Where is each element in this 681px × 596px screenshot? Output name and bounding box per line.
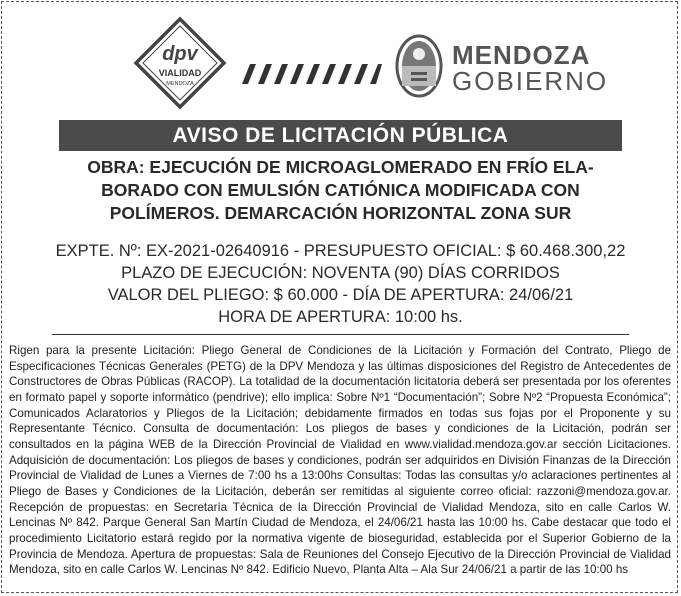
divider xyxy=(52,334,629,335)
plazo-line: PLAZO DE EJECUCIÓN: NOVENTA (90) DÍAS CORRIDOS xyxy=(121,264,560,282)
obra-line: POLÍMEROS. DEMARCACIÓN HORIZONTAL ZONA SUR xyxy=(109,203,572,223)
obra-title xyxy=(0,156,681,225)
gov-line-2: GOBIERNO xyxy=(452,66,609,96)
header xyxy=(0,12,681,112)
hora-apertura-line: HORA DE APERTURA: 10:00 hs. xyxy=(218,308,463,326)
government-logo-text xyxy=(452,42,608,94)
tender-details xyxy=(0,240,681,328)
valor-pliego-line: VALOR DEL PLIEGO: $ 60.000 - DÍA DE APERTURA: 24/06/21 xyxy=(107,286,574,304)
dpv-name: VIALIDAD xyxy=(158,68,202,78)
vialidad-logo xyxy=(133,16,227,110)
dpv-initials: dpv xyxy=(162,43,198,65)
obra-line: OBRA: EJECUCIÓN DE MICROAGLOMERADO EN FRÍO ELA- xyxy=(87,157,594,177)
mendoza-seal-icon xyxy=(394,32,444,98)
conditions-paragraph: Rigen para la presente Licitación: Pliego General de Condiciones de la Licitación y Formación del Contrato, Pliego de Especificaciones Técnicas Generales (PETG) de la DPV Mendoza y las últimas disposiciones del Registro de Antecedentes de Constructores de Obras Públicas (RACOP). La totalidad de la documentación licitatoria deberá ser presentada por los oferentes en formato papel y soporte informático (pendrive); ello implica: Sobre Nº1 “Documentación”; Sobre Nº2 “Propuesta Económica”; Comunicados Aclaratorios y Pliegos de la Licitación; debidamente firmados en todas sus fojas por el Proponente y su Representante Técnico. Consulta de documentación: Los pliegos de bases y condiciones de la Licitación, podrán ser consultados en la página WEB de la Dirección Provincial de Vialidad en www.vialidad.mendoza.gov.ar sección Licitaciones. Adquisición de documentación: Los pliegos de bases y condiciones, podrán ser adquiridos en División Finanzas de la Dirección Provincial de Vialidad de Lunes a Viernes de 7:00 hs a 13:00hs Consultas: Todas las consultas y/o aclaraciones pertinentes al Pliego de Bases y Condiciones de la Licitación, deberán ser remitidas al siguiente correo oficial: razzoni@mendoza.gov.ar. Recepción de propuestas: en Secretaría Técnica de la Dirección Provincial de Vialidad Mendoza, sito en calle Carlos W. Lencinas Nº 842. Parque General San Martín Ciudad de Mendoza, el 24/06/21 hasta las 10:00 hs. Cabe destacar que todo el procedimiento Licitatorio estará regido por la normativa vigente de bioseguridad, establecida por el Superior Gobierno de la Provincia de Mendoza. Apertura de propuestas: Sala de Reuniones del Consejo Ejecutivo de la Dirección Provincial de Vialidad Mendoza, sito en calle Carlos W. Lencinas Nº 842. Edificio Nuevo, Planta Alta – Ala Sur 24/06/21 a partir de las 10:00 hs xyxy=(9,344,671,577)
decorative-stripes xyxy=(240,64,382,84)
notice-title-banner: AVISO DE LICITACIÓN PÚBLICA xyxy=(59,120,622,151)
expediente-line: EXPTE. Nº: EX-2021-02640916 - PRESUPUESTO OFICIAL: $ 60.468.300,22 xyxy=(55,242,626,260)
gov-line-1: MENDOZA xyxy=(452,40,591,70)
obra-line: BORADO CON EMULSIÓN CATIÓNICA MODIFICADA CON xyxy=(101,180,580,200)
dpv-sub: MENDOZA xyxy=(166,81,194,87)
